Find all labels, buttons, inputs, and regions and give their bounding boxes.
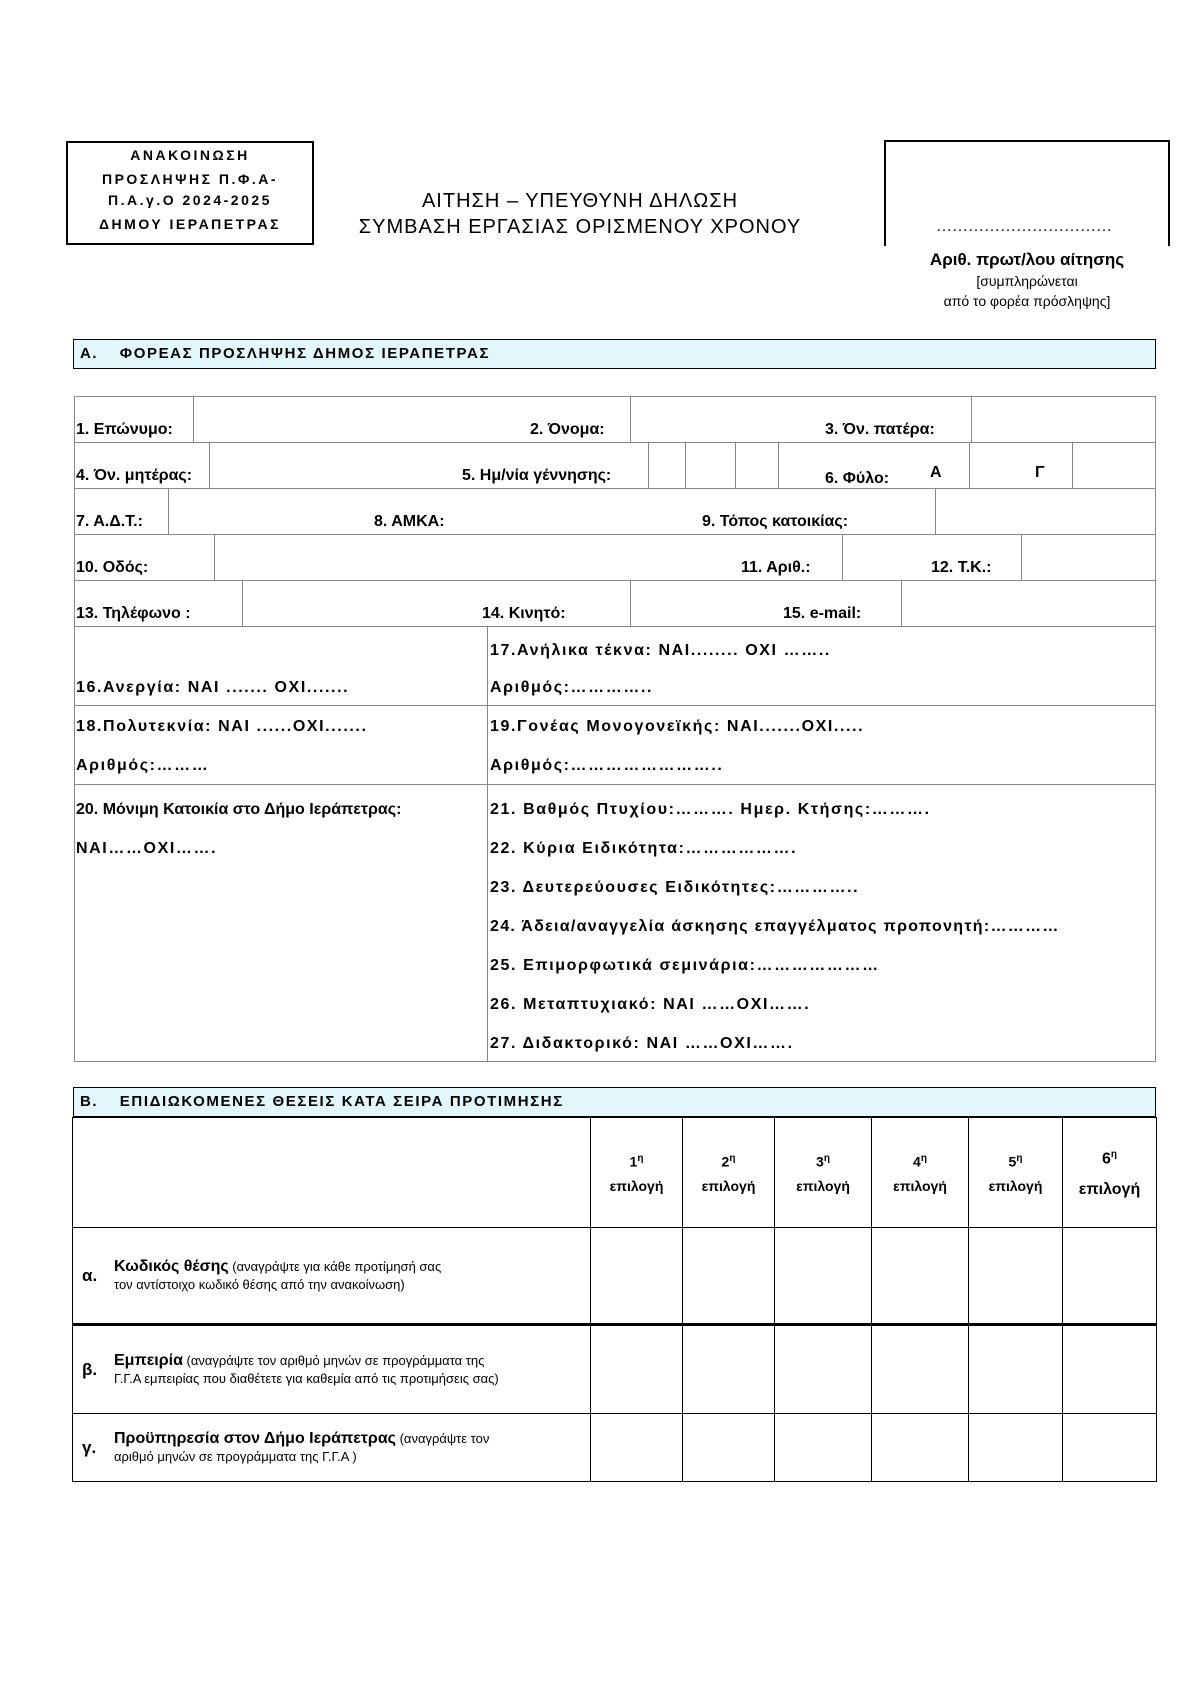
first-name-label: 2. Όνομα:	[530, 421, 605, 438]
personal-data-grid	[74, 396, 1156, 1062]
row-letter: γ.	[82, 1437, 97, 1457]
choice-5-header: $5^\eta$ επιλογή	[969, 1118, 1063, 1228]
doctorate-field[interactable]: 27. Διδακτορικό: ΝΑΙ ……ΟΧΙ…….	[490, 1035, 794, 1052]
preferences-table	[72, 1117, 1157, 1482]
row-qualifications	[75, 785, 1155, 1061]
service-choice-2[interactable]	[683, 1414, 775, 1482]
mother-name-label: 4. Όν. μητέρας:	[76, 467, 193, 484]
mother-name-field[interactable]	[210, 443, 480, 488]
gender-male-box[interactable]	[970, 443, 1028, 488]
choice-2-header: $2^\eta$ επιλογή	[683, 1118, 775, 1228]
choice-3-header: $3^\eta$ επιλογή	[775, 1118, 872, 1228]
service-choice-3[interactable]	[775, 1414, 872, 1482]
service-choice-6[interactable]	[1063, 1414, 1157, 1482]
row-letter: β.	[82, 1359, 98, 1379]
protocol-number-field[interactable]: ……………………………	[936, 218, 1112, 235]
choice-6-header: $6^\eta$ επιλογή	[1063, 1118, 1157, 1228]
amka-field[interactable]	[460, 489, 670, 534]
permanent-residence-label: 20. Μόνιμη Κατοικία στο Δήμο Ιεράπετρας:	[76, 801, 402, 818]
degree-grade-field[interactable]: 21. Βαθμός Πτυχίου:………. Ημερ. Κτήσης:……….	[490, 801, 931, 818]
experience-choice-4[interactable]	[872, 1325, 969, 1414]
row-address	[75, 535, 1155, 581]
row-unemployment-children	[75, 627, 1155, 706]
row-letter: α.	[82, 1265, 98, 1285]
postal-code-label: 12. Τ.Κ.:	[931, 559, 992, 576]
minor-children-field[interactable]: 17.Ανήλικα τέκνα: ΝΑΙ........ ΟΧΙ ……..	[490, 642, 831, 659]
code-choice-5[interactable]	[969, 1228, 1063, 1325]
section-b-title: ΕΠΙΔΙΩΚΟΜΕΝΕΣ ΘΕΣΕΙΣ ΚΑΤΑ ΣΕΙΡΑ ΠΡΟΤΙΜΗΣΗΣ	[119, 1093, 564, 1110]
experience-choice-3[interactable]	[775, 1325, 872, 1414]
phone-label: 13. Τηλέφωνο :	[76, 605, 191, 622]
experience-choice-2[interactable]	[683, 1325, 775, 1414]
single-parent-field[interactable]: 19.Γονέας Μονογονεϊκής: ΝΑΙ.......ΟΧΙ.....	[490, 718, 865, 735]
code-choice-4[interactable]	[872, 1228, 969, 1325]
large-family-count[interactable]: Αριθμός:………	[76, 757, 210, 774]
choice-4-header: $4^\eta$ επιλογή	[872, 1118, 969, 1228]
section-b-letter: Β.	[80, 1093, 99, 1110]
section-a-title: ΦΟΡΕΑΣ ΠΡΟΣΛΗΨΗΣ ΔΗΜΟΣ ΙΕΡΑΠΕΤΡΑΣ	[119, 345, 491, 362]
email-field[interactable]	[902, 581, 1154, 626]
id-card-label: 7. Α.Δ.Τ.:	[76, 513, 143, 530]
gender-female-box[interactable]	[1073, 443, 1153, 488]
title-line-1: ΑΙΤΗΣΗ – ΥΠΕΥΘΥΝΗ ΔΗΛΩΣΗ	[421, 190, 739, 212]
first-name-field[interactable]	[631, 397, 821, 442]
father-name-field[interactable]	[972, 397, 1154, 442]
gender-label: 6. Φύλο:	[825, 470, 890, 487]
birth-date-label: 5. Ημ/νία γέννησης:	[462, 467, 612, 484]
title-line-2: ΣΥΜΒΑΣΗ ΕΡΓΑΣΙΑΣ ΟΡΙΣΜΕΝΟΥ ΧΡΟΝΟΥ	[358, 216, 802, 238]
coach-license-field[interactable]: 24. Άδεια/αναγγελία άσκησης επαγγέλματος προπονητή:…………	[490, 918, 1060, 935]
row-large-family-single-parent	[75, 706, 1155, 785]
street-label: 10. Οδός:	[76, 559, 149, 576]
code-choice-1[interactable]	[591, 1228, 683, 1325]
row-id	[75, 489, 1155, 535]
prior-service-row	[73, 1414, 1157, 1482]
service-choice-5[interactable]	[969, 1414, 1063, 1482]
service-choice-1[interactable]	[591, 1414, 683, 1482]
row-description: Κωδικός θέσης (αναγράψτε για κάθε προτίμησή σας τον αντίστοιχο κωδικό θέσης από την ανακοίνωση)	[114, 1257, 442, 1292]
surname-label: 1. Επώνυμο:	[76, 421, 173, 438]
amka-label: 8. ΑΜΚΑ:	[374, 513, 445, 530]
row-description: Προϋπηρεσία στον Δήμο Ιεράπετρας (αναγράψτε τον αριθμό μηνών σε προγράμματα της Γ.Γ.Α )	[114, 1429, 490, 1464]
training-seminars-field[interactable]: 25. Επιμορφωτικά σεμινάρια:…………………	[490, 957, 880, 974]
header-blank-cell	[73, 1118, 591, 1228]
residence-field[interactable]	[936, 489, 1154, 534]
service-choice-4[interactable]	[872, 1414, 969, 1482]
postal-code-field[interactable]	[1022, 535, 1154, 580]
code-choice-2[interactable]	[683, 1228, 775, 1325]
experience-choice-5[interactable]	[969, 1325, 1063, 1414]
code-choice-3[interactable]	[775, 1228, 872, 1325]
announcement-line: ΔΗΜΟΥ ΙΕΡΑΠΕΤΡΑΣ	[98, 216, 281, 232]
section-a-letter: Α.	[80, 345, 99, 362]
street-field[interactable]	[215, 535, 715, 580]
residence-label: 9. Τόπος κατοικίας:	[702, 513, 849, 530]
experience-choice-1[interactable]	[591, 1325, 683, 1414]
position-code-row	[73, 1228, 1157, 1325]
id-card-field[interactable]	[169, 489, 364, 534]
section-a-header	[73, 339, 1156, 369]
masters-field[interactable]: 26. Μεταπτυχιακό: ΝΑΙ ……ΟΧΙ…….	[490, 996, 811, 1013]
unemployment-field[interactable]: 16.Ανεργία: ΝΑΙ ....... ΟΧΙ.......	[76, 679, 350, 696]
row-description: Εμπειρία (αναγράψτε τον αριθμό μηνών σε προγράμματα της Γ.Γ.Α εμπειρίας που διαθέτετε για καθεμία από τις προτιμήσεις σας)	[114, 1351, 499, 1386]
row-mother-birth	[75, 443, 1155, 489]
row-contact	[75, 581, 1155, 627]
number-label: 11. Αριθ.:	[741, 559, 811, 576]
gender-male-label: Α	[930, 464, 942, 481]
number-field[interactable]	[843, 535, 931, 580]
row-names	[75, 397, 1155, 443]
experience-row	[73, 1325, 1157, 1414]
preferences-header-row	[73, 1118, 1157, 1228]
single-parent-count[interactable]: Αριθμός:……………………..	[490, 757, 724, 774]
father-name-label: 3. Όν. πατέρα:	[825, 421, 935, 438]
secondary-specialties-field[interactable]: 23. Δευτερεύουσες Ειδικότητες:…………..	[490, 879, 860, 896]
gender-female-label: Γ	[1035, 464, 1045, 481]
phone-field[interactable]	[243, 581, 483, 626]
section-b-header	[73, 1087, 1156, 1117]
mobile-label: 14. Κινητό:	[482, 605, 566, 622]
announcement-box	[66, 141, 314, 245]
email-label: 15. e-mail:	[783, 605, 862, 622]
large-family-field[interactable]: 18.Πολυτεκνία: ΝΑΙ ......ΟΧΙ.......	[76, 718, 368, 735]
announcement-line: ΑΝΑΚΟΙΝΩΣΗ	[130, 147, 250, 163]
page-title	[350, 188, 810, 240]
protocol-note	[884, 271, 1170, 311]
announcement-line: ΠΡΟΣΛΗΨΗΣ Π.Φ.Α-	[101, 171, 279, 187]
protocol-label: Αριθ. πρωτ/λου αίτησης	[929, 250, 1125, 269]
code-choice-6[interactable]	[1063, 1228, 1157, 1325]
birth-date-field[interactable]	[649, 443, 849, 488]
choice-1-header: $1^\eta$ επιλογή	[591, 1118, 683, 1228]
protocol-note-line: από το φορέα πρόσληψης]	[943, 293, 1111, 309]
permanent-residence-field[interactable]: ΝΑΙ……ΟΧΙ…….	[76, 840, 218, 857]
protocol-note-line: [συμπληρώνεται	[976, 273, 1078, 289]
minor-children-count[interactable]: Αριθμός:…………..	[490, 679, 654, 696]
experience-choice-6[interactable]	[1063, 1325, 1157, 1414]
announcement-line: Π.Α.γ.Ο 2024-2025	[108, 192, 272, 208]
main-specialty-field[interactable]: 22. Κύρια Ειδικότητα:……………….	[490, 840, 798, 857]
mobile-field[interactable]	[631, 581, 771, 626]
